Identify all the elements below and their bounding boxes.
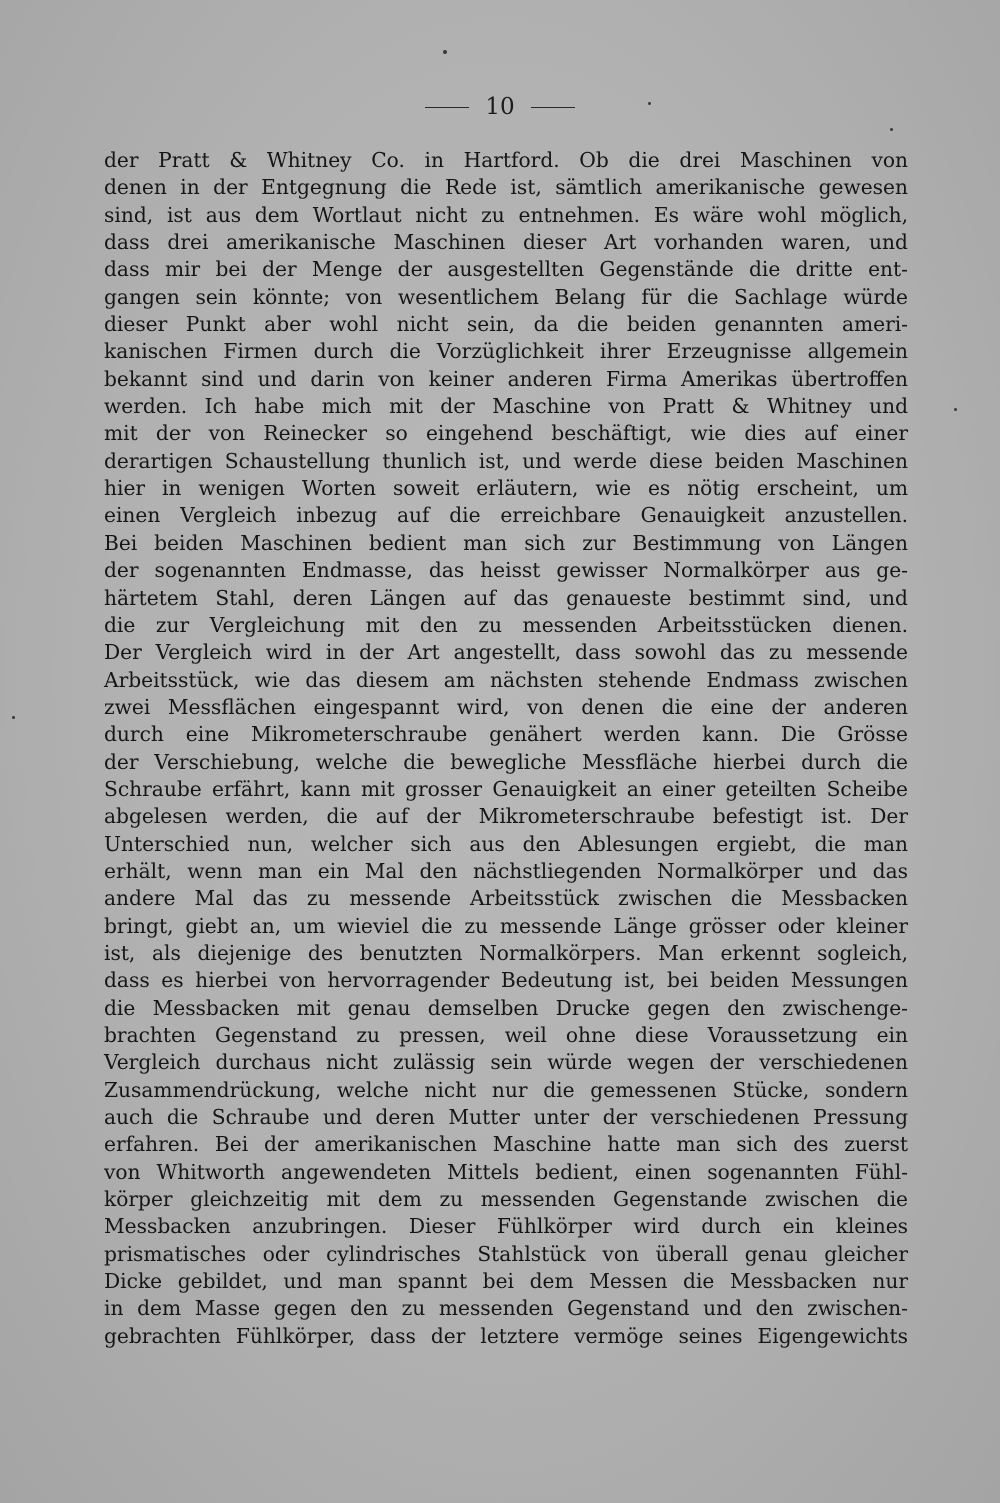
- text-line: Messbacken anzubringen. Dieser Fühlkörper wird durch ein kleines: [104, 1214, 908, 1239]
- text-line: Unterschied nun, welcher sich aus den Ablesungen ergiebt, die man: [104, 831, 908, 856]
- text-line: körper gleichzeitig mit dem zu messenden Gegenstande zwischen die: [104, 1187, 908, 1212]
- text-line: ist, als diejenige des benutzten Normalkörpers. Man erkennt sogleich,: [104, 940, 908, 965]
- text-line: andere Mal das zu messende Arbeitsstück zwischen die Messbacken: [104, 886, 908, 911]
- text-line: mit der von Reinecker so eingehend beschäftigt, wie dies auf einer: [104, 421, 908, 446]
- text-line: erhält, wenn man ein Mal den nächstliegenden Normalkörper und das: [104, 858, 908, 883]
- text-line: dass drei amerikanische Maschinen dieser Art vorhanden waren, und: [104, 230, 908, 255]
- text-line: härtetem Stahl, deren Längen auf das genaueste bestimmt sind, und: [104, 585, 908, 610]
- body-text: [104, 147, 908, 1350]
- text-line: werden. Ich habe mich mit der Maschine von Pratt & Whitney und: [104, 394, 908, 419]
- text-line: denen in der Entgegnung die Rede ist, sämtlich amerikanische gewesen: [104, 175, 908, 200]
- text-line: gangen sein könnte; von wesentlichem Belang für die Sachlage würde: [104, 284, 908, 309]
- text-line: zwei Messflächen eingespannt wird, von denen die eine der anderen: [104, 694, 908, 719]
- text-line: dass mir bei der Menge der ausgestellten Gegenstände die dritte ent-: [104, 257, 908, 282]
- text-line: Der Vergleich wird in der Art angestellt, dass sowohl das zu messende: [104, 640, 908, 665]
- text-line: dass es hierbei von hervorragender Bedeutung ist, bei beiden Messungen: [104, 968, 908, 993]
- print-speck: [954, 408, 957, 411]
- text-line: von Whitworth angewendeten Mittels bedient, einen sogenannten Fühl-: [104, 1159, 908, 1184]
- print-speck: [443, 50, 447, 54]
- text-line: prismatisches oder cylindrisches Stahlstück von überall genau gleicher: [104, 1241, 908, 1266]
- page-header: [0, 94, 1000, 120]
- text-line: der Verschiebung, welche die bewegliche Messfläche hierbei durch die: [104, 749, 908, 774]
- text-line: sind, ist aus dem Wortlaut nicht zu entnehmen. Es wäre wohl möglich,: [104, 202, 908, 227]
- text-line: bringt, giebt an, um wieviel die zu messende Länge grösser oder kleiner: [104, 913, 908, 938]
- text-line: Arbeitsstück, wie das diesem am nächsten stehende Endmass zwischen: [104, 667, 908, 692]
- text-line: brachten Gegenstand zu pressen, weil ohne diese Voraussetzung ein: [104, 1023, 908, 1047]
- header-rule-left: [425, 107, 469, 108]
- text-line: Vergleich durchaus nicht zulässig sein würde wegen der verschiedenen: [104, 1050, 908, 1075]
- text-line: Dicke gebildet, und man spannt bei dem Messen die Messbacken nur: [104, 1269, 908, 1294]
- text-line: bekannt sind und darin von keiner anderen Firma Amerikas übertroffen: [104, 366, 908, 391]
- text-line: hier in wenigen Worten soweit erläutern, wie es nötig erscheint, um: [104, 476, 908, 501]
- page-number: 10: [485, 94, 515, 120]
- text-line: Schraube erfährt, kann mit grosser Genauigkeit an einer geteilten Scheibe: [104, 776, 908, 801]
- text-line: Bei beiden Maschinen bedient man sich zur Bestimmung von Längen: [104, 530, 908, 555]
- print-speck: [12, 716, 15, 719]
- text-line: abgelesen werden, die auf der Mikrometerschraube befestigt ist. Der: [104, 804, 908, 829]
- text-line: Zusammendrückung, welche nicht nur die gemessenen Stücke, sondern: [104, 1077, 908, 1102]
- print-speck: [648, 102, 651, 105]
- text-line: auch die Schraube und deren Mutter unter der verschiedenen Pressung: [104, 1105, 908, 1130]
- text-line: durch eine Mikrometerschraube genähert werden kann. Die Grösse: [104, 722, 908, 747]
- text-line: in dem Masse gegen den zu messenden Gegenstand und den zwischen-: [104, 1296, 908, 1321]
- text-line: einen Vergleich inbezug auf die erreichbare Genauigkeit anzustellen.: [104, 503, 908, 528]
- text-line: dieser Punkt aber wohl nicht sein, da die beiden genannten ameri-: [104, 312, 908, 337]
- text-line: gebrachten Fühlkörper, dass der letztere vermöge seines Eigengewichts: [104, 1323, 908, 1348]
- text-line: erfahren. Bei der amerikanischen Maschine hatte man sich des zuerst: [104, 1132, 908, 1157]
- text-line: kanischen Firmen durch die Vorzüglichkeit ihrer Erzeugnisse allgemein: [104, 339, 908, 364]
- text-line: derartigen Schaustellung thunlich ist, und werde diese beiden Maschinen: [104, 448, 908, 473]
- text-line: der sogenannten Endmasse, das heisst gewisser Normalkörper aus ge-: [104, 558, 908, 583]
- header-rule-right: [531, 107, 575, 108]
- text-line: die Messbacken mit genau demselben Drucke gegen den zwischenge-: [104, 995, 908, 1020]
- text-line: die zur Vergleichung mit den zu messenden Arbeitsstücken dienen.: [104, 612, 908, 637]
- text-line: der Pratt & Whitney Co. in Hartford. Ob die drei Maschinen von: [104, 148, 908, 172]
- print-speck: [890, 128, 893, 131]
